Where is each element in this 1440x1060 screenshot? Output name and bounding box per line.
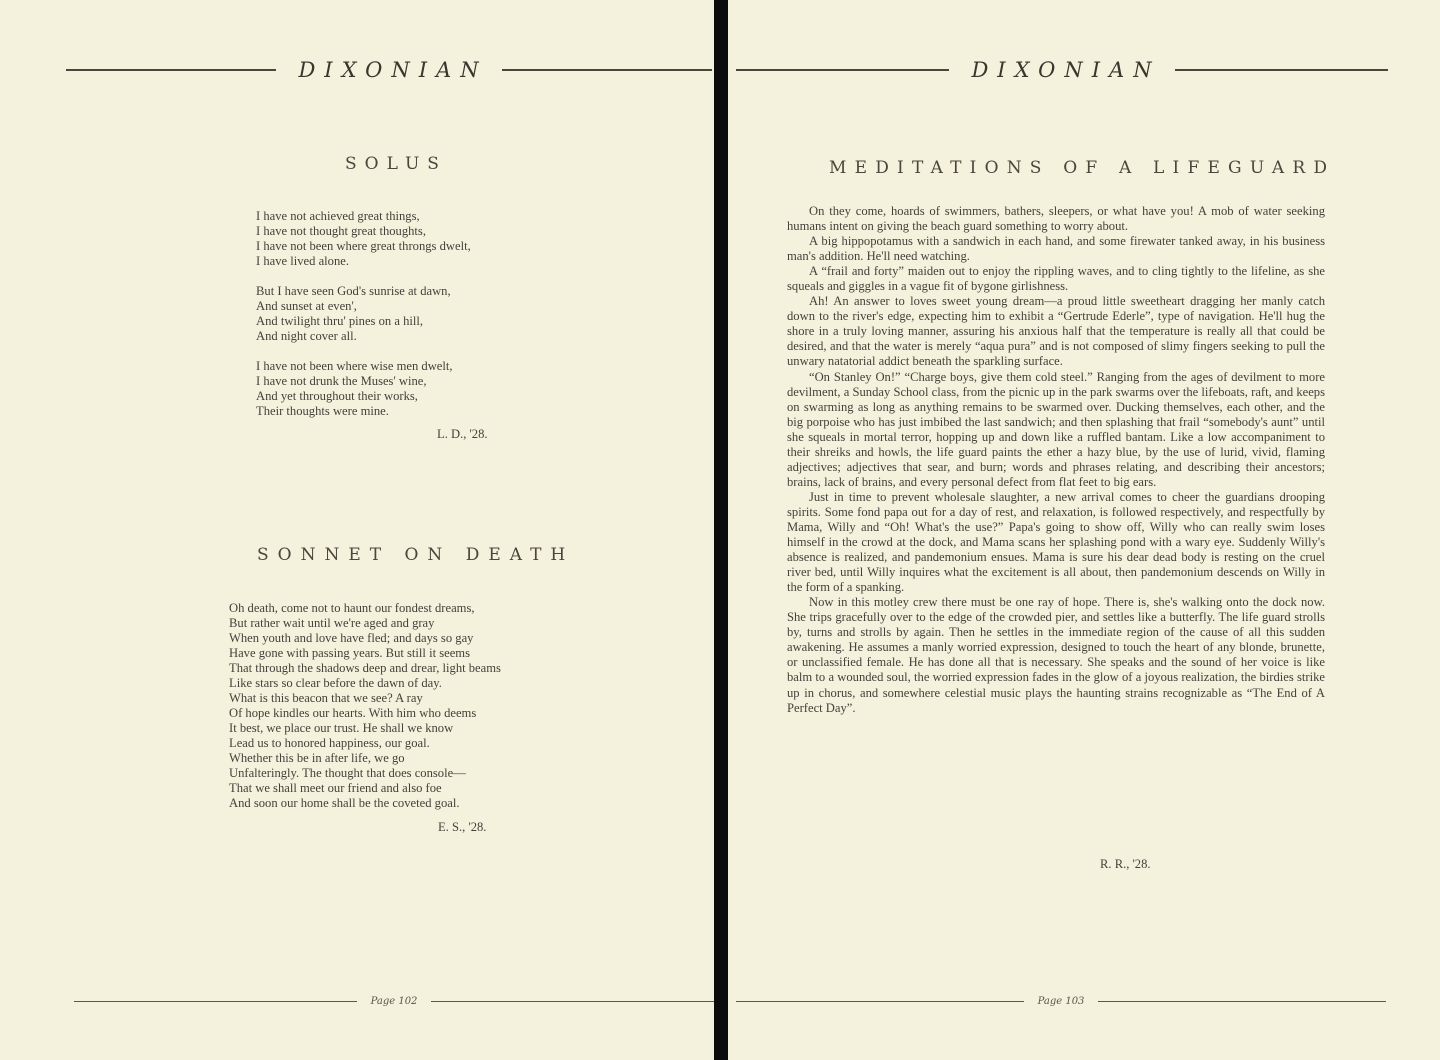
poem-line: And yet throughout their works, — [256, 389, 418, 403]
essay-body — [787, 204, 1325, 716]
poem-line: It best, we place our trust. He shall we know — [229, 721, 454, 735]
poem-line: Of hope kindles our hearts. With him who deems — [229, 706, 477, 720]
right-page — [728, 0, 1440, 1060]
poem-line: When youth and love have fled; and days so gay — [229, 631, 474, 645]
poem-line: Have gone with passing years. But still it seems — [229, 646, 470, 660]
poem-line: I have not been where wise men dwelt, — [256, 359, 453, 373]
poem-solus — [256, 209, 471, 434]
poem-line: But rather wait until we're aged and gray — [229, 616, 435, 630]
essay-paragraph: Now in this motley crew there must be one ray of hope. There is, she's walking onto the dock now. She trips gracefully over to the edge of the crowded pier, and settles like a butterfly. The life guard strolls by, turns and strolls by again. Then he settles in the immediate region of the cause of all this sudden awakening. He assumes a manly worried expression, designed to touch the heart of any blonde, brunette, or unclassified female. He has done all that is necessary. She speaks and the sound of her voice is like balm to a wounded soul, the worried expression fades in the glow of a joyous realization, the birdies strike up in chorus, and somewhere celestial music plays the haunting strains recognizable as “The End of A Perfect Day”. — [787, 595, 1325, 715]
poem-line: Their thoughts were mine. — [256, 404, 389, 418]
header-rule-left — [66, 69, 276, 71]
poem-line: Lead us to honored happiness, our goal. — [229, 736, 430, 750]
stanza — [256, 284, 471, 344]
poem-line: And sunset at even', — [256, 299, 357, 313]
poem-title-sonnet: SONNET ON DEATH — [257, 545, 575, 565]
poem-line: I have not drunk the Muses' wine, — [256, 374, 427, 388]
header-rule-right — [502, 69, 712, 71]
right-page-header — [736, 58, 1388, 82]
poem-line: I have not been where great throngs dwelt, — [256, 239, 471, 253]
essay-paragraph: A big hippopotamus with a sandwich in each hand, and some firewater tanked away, in his business man's addition. He'll need watching. — [787, 234, 1325, 264]
author-signature-solus: L. D., '28. — [437, 427, 488, 441]
footer-rule-right — [431, 1001, 714, 1002]
poem-line: Unfalteringly. The thought that does console— — [229, 766, 466, 780]
header-rule-right — [1175, 69, 1388, 71]
poem-line: That through the shadows deep and drear, light beams — [229, 661, 501, 675]
poem-line: And twilight thru' pines on a hill, — [256, 314, 424, 328]
essay-title: MEDITATIONS OF A LIFEGUARD — [829, 158, 1336, 178]
running-head: DIXONIAN — [298, 58, 488, 82]
footer-rule-left — [736, 1001, 1024, 1002]
page-number: Page 102 — [370, 995, 418, 1007]
right-page-footer — [736, 992, 1386, 1010]
poem-line: What is this beacon that we see? A ray — [229, 691, 423, 705]
poem-title-solus: SOLUS — [345, 154, 447, 174]
poem-sonnet — [229, 601, 501, 811]
poem-line: And night cover all. — [256, 329, 357, 343]
page-number: Page 103 — [1037, 995, 1085, 1007]
poem-line: Oh death, come not to haunt our fondest dreams, — [229, 601, 475, 615]
author-signature-essay: R. R., '28. — [1100, 857, 1151, 871]
poem-line: I have not achieved great things, — [256, 209, 420, 223]
author-signature-sonnet: E. S., '28. — [438, 820, 487, 834]
poem-line: I have lived alone. — [256, 254, 350, 268]
essay-paragraph: “On Stanley On!” “Charge boys, give them cold steel.” Ranging from the ages of devilment to more devilment, a Sunday School class, from the picnic up in the park swarms over the lifeboats, raft, and keeps on swarming as long as anything remains to be swarmed over. Ducking themselves, each other, and the big porpoise who has just imbibed the last sandwich; and then splashing that frail “somebody's aunt” until she squeals in mortal terror, hopping up and down like a ruffled bantam. Like a low accompaniment to their shreiks and howls, the life guard paints the ether a hazy blue, by the use of lurid, vivid, flaming adjectives; adjectives that sear, and burn; words and phrases relating, and describing their ancestors; brains, lack of brains, and every personal defect from flat feet to big ears. — [787, 369, 1325, 489]
left-page-footer — [74, 992, 714, 1010]
poem-line: And soon our home shall be the coveted goal. — [229, 796, 460, 810]
poem-line: Like stars so clear before the dawn of day. — [229, 676, 442, 690]
header-rule-left — [736, 69, 949, 71]
stanza — [256, 209, 471, 269]
essay-paragraph: A “frail and forty” maiden out to enjoy the rippling waves, and to cling tightly to the lifeline, as she squeals and giggles in a vague fit of bygone girlishness. — [787, 264, 1325, 294]
poem-line: Whether this be in after life, we go — [229, 751, 405, 765]
essay-paragraph: Ah! An answer to loves sweet young dream—a proud little sweetheart dragging her manly catch down to the river's edge, expecting him to exhibit a “Gertrude Ederle”, type of navigation. He'll hug the shore in a truly loving manner, assuring his anxious half that the temperature is really all that could be desired, and that the water is merely “aqua pura” and is not composed of slimy fingers seeking to pull the unwary natatorial addict beneath the sparkling surface. — [787, 294, 1325, 369]
essay-paragraph: On they come, hoards of swimmers, bathers, sleepers, or what have you! A mob of water seeking humans intent on giving the beach guard something to worry about. — [787, 204, 1325, 234]
poem-line: But I have seen God's sunrise at dawn, — [256, 284, 451, 298]
footer-rule-left — [74, 1001, 357, 1002]
running-head: DIXONIAN — [971, 58, 1161, 82]
left-page-header — [66, 58, 712, 82]
poem-line: I have not thought great thoughts, — [256, 224, 426, 238]
essay-paragraph: Just in time to prevent wholesale slaughter, a new arrival comes to cheer the guardians drooping spirits. Some fond papa out for a day of rest, and relaxation, is followed respectively, and respectfully by Mama, Willy and “Oh! What's the use?” Papa's going to show off, Willy who can really swim loses himself in the crowd at the dock, and Mama scans her splashing pond with a wary eye. Suddenly Willy's absence is realized, and pandemonium ensues. Mama is sure his dear dead body is resting on the cruel river bed, until Willy inquires what the excitement is all about, then pandemonium descends on Willy in the form of a spanking. — [787, 489, 1325, 595]
stanza — [256, 359, 471, 419]
left-page — [0, 0, 714, 1060]
poem-line: That we shall meet our friend and also foe — [229, 781, 442, 795]
footer-rule-right — [1098, 1001, 1386, 1002]
book-gutter — [714, 0, 728, 1060]
